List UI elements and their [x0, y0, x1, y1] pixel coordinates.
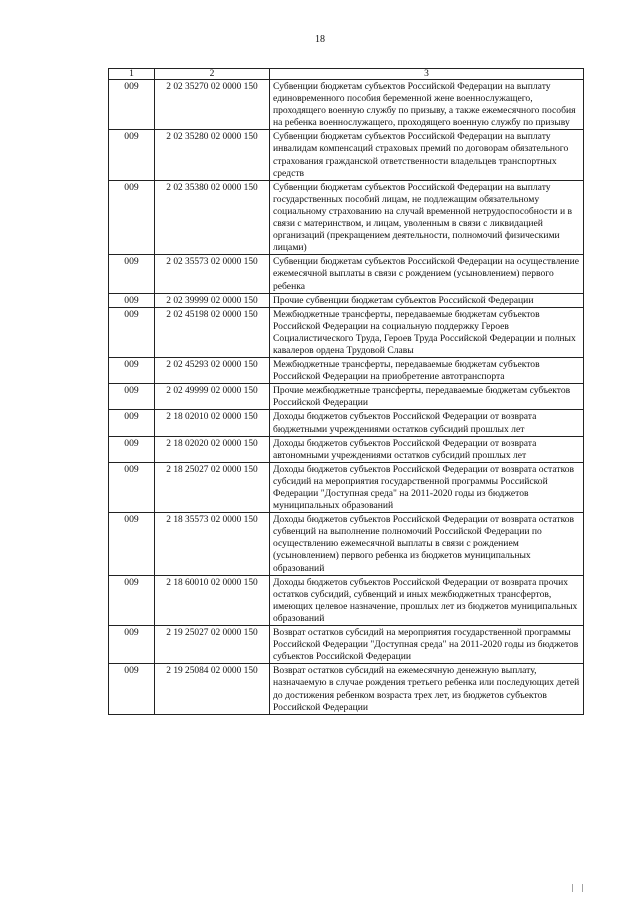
admin-code-cell: 009 [109, 575, 155, 625]
table-row [109, 384, 584, 410]
revenue-name-cell: Субвенции бюджетам субъектов Российской Федерации на осуществление ежемесячной выплаты в связи с рождением (усыновлением) первого ребенка [270, 255, 584, 293]
admin-code-cell: 009 [109, 293, 155, 307]
budget-code-cell: 2 02 35380 02 0000 150 [155, 180, 270, 255]
table-row [109, 626, 584, 664]
budget-code-cell: 2 02 49999 02 0000 150 [155, 384, 270, 410]
revenue-name-cell: Доходы бюджетов субъектов Российской Федерации от возврата бюджетными учреждениями остатков субсидий прошлых лет [270, 410, 584, 436]
revenue-name-cell: Доходы бюджетов субъектов Российской Федерации от возврата остатков субвенций на выполнение полномочий Российской Федерации по осуществлению ежемесячной выплаты в связи с рождением (усыновлением) первого ребенка из бюджетов муниципальных образований [270, 513, 584, 575]
admin-code-cell: 009 [109, 436, 155, 462]
budget-code-cell: 2 02 35280 02 0000 150 [155, 130, 270, 180]
admin-code-cell: 009 [109, 80, 155, 130]
table-row [109, 513, 584, 575]
revenue-name-cell: Прочие межбюджетные трансферты, передаваемые бюджетам субъектов Российской Федерации [270, 384, 584, 410]
budget-code-cell: 2 18 02020 02 0000 150 [155, 436, 270, 462]
column-header-1: 1 [109, 69, 155, 80]
revenue-name-cell: Межбюджетные трансферты, передаваемые бюджетам субъектов Российской Федерации на приобретение автотранспорта [270, 358, 584, 384]
table-row [109, 358, 584, 384]
table-row [109, 130, 584, 180]
budget-code-cell: 2 02 45293 02 0000 150 [155, 358, 270, 384]
table-row [109, 575, 584, 625]
revenue-name-cell: Субвенции бюджетам субъектов Российской Федерации на выплату инвалидам компенсаций страховых премий по договорам обязательного страхования гражданской ответственности владельцев транспортных средств [270, 130, 584, 180]
table-row [109, 293, 584, 307]
budget-code-cell: 2 02 45198 02 0000 150 [155, 307, 270, 357]
admin-code-cell: 009 [109, 664, 155, 714]
table-row [109, 255, 584, 293]
column-header-3: 3 [270, 69, 584, 80]
admin-code-cell: 009 [109, 462, 155, 512]
revenue-name-cell: Возврат остатков субсидий на мероприятия государственной программы Российской Федерации "Доступная среда" на 2011-2020 годы из бюджетов субъектов Российской Федерации [270, 626, 584, 664]
admin-code-cell: 009 [109, 626, 155, 664]
budget-classification-table [108, 68, 584, 715]
revenue-name-cell: Межбюджетные трансферты, передаваемые бюджетам субъектов Российской Федерации на социальную поддержку Героев Социалистического Труда, Героев Труда Российской Федерации и полных кавалеров ордена Трудовой Славы [270, 307, 584, 357]
table-row [109, 180, 584, 255]
revenue-name-cell: Прочие субвенции бюджетам субъектов Российской Федерации [270, 293, 584, 307]
budget-code-cell: 2 19 25084 02 0000 150 [155, 664, 270, 714]
table-row [109, 664, 584, 714]
table-header-row [109, 69, 584, 80]
budget-code-cell: 2 18 60010 02 0000 150 [155, 575, 270, 625]
admin-code-cell: 009 [109, 130, 155, 180]
admin-code-cell: 009 [109, 358, 155, 384]
column-header-2: 2 [155, 69, 270, 80]
admin-code-cell: 009 [109, 513, 155, 575]
admin-code-cell: 009 [109, 255, 155, 293]
revenue-name-cell: Доходы бюджетов субъектов Российской Федерации от возврата остатков субсидий на мероприятия государственной программы Российской Федерации "Доступная среда" на 2011-2020 годы из бюджетов муниципальных образований [270, 462, 584, 512]
budget-code-cell: 2 02 39999 02 0000 150 [155, 293, 270, 307]
admin-code-cell: 009 [109, 180, 155, 255]
budget-code-cell: 2 18 25027 02 0000 150 [155, 462, 270, 512]
admin-code-cell: 009 [109, 410, 155, 436]
table-row [109, 80, 584, 130]
corner-mark: | | [572, 883, 587, 892]
admin-code-cell: 009 [109, 384, 155, 410]
table-row [109, 436, 584, 462]
revenue-name-cell: Доходы бюджетов субъектов Российской Федерации от возврата автономными учреждениями остатков субсидий прошлых лет [270, 436, 584, 462]
revenue-name-cell: Возврат остатков субсидий на ежемесячную денежную выплату, назначаемую в случае рождения третьего ребенка или последующих детей до достижения ребенком возраста трех лет, из бюджетов субъектов Российской Федерации [270, 664, 584, 714]
budget-code-cell: 2 02 35270 02 0000 150 [155, 80, 270, 130]
admin-code-cell: 009 [109, 307, 155, 357]
table-row [109, 307, 584, 357]
budget-code-cell: 2 18 35573 02 0000 150 [155, 513, 270, 575]
revenue-name-cell: Доходы бюджетов субъектов Российской Федерации от возврата прочих остатков субсидий, субвенций и иных межбюджетных трансфертов, имеющих целевое назначение, прошлых лет из бюджетов муниципальных образований [270, 575, 584, 625]
budget-code-cell: 2 02 35573 02 0000 150 [155, 255, 270, 293]
budget-code-cell: 2 18 02010 02 0000 150 [155, 410, 270, 436]
table-row [109, 462, 584, 512]
page-number: 18 [315, 34, 325, 45]
revenue-name-cell: Субвенции бюджетам субъектов Российской Федерации на выплату единовременного пособия беременной жене военнослужащего, проходящего военную службу по призыву, а также ежемесячного пособия на ребенка военнослужащего, проходящего военную службу по призыву [270, 80, 584, 130]
budget-code-cell: 2 19 25027 02 0000 150 [155, 626, 270, 664]
table-row [109, 410, 584, 436]
revenue-name-cell: Субвенции бюджетам субъектов Российской Федерации на выплату государственных пособий лицам, не подлежащим обязательному социальному страхованию на случай временной нетрудоспособности и в связи с материнством, и лицам, уволенным в связи с ликвидацией организаций (прекращением деятельности, полномочий физическими лицами) [270, 180, 584, 255]
